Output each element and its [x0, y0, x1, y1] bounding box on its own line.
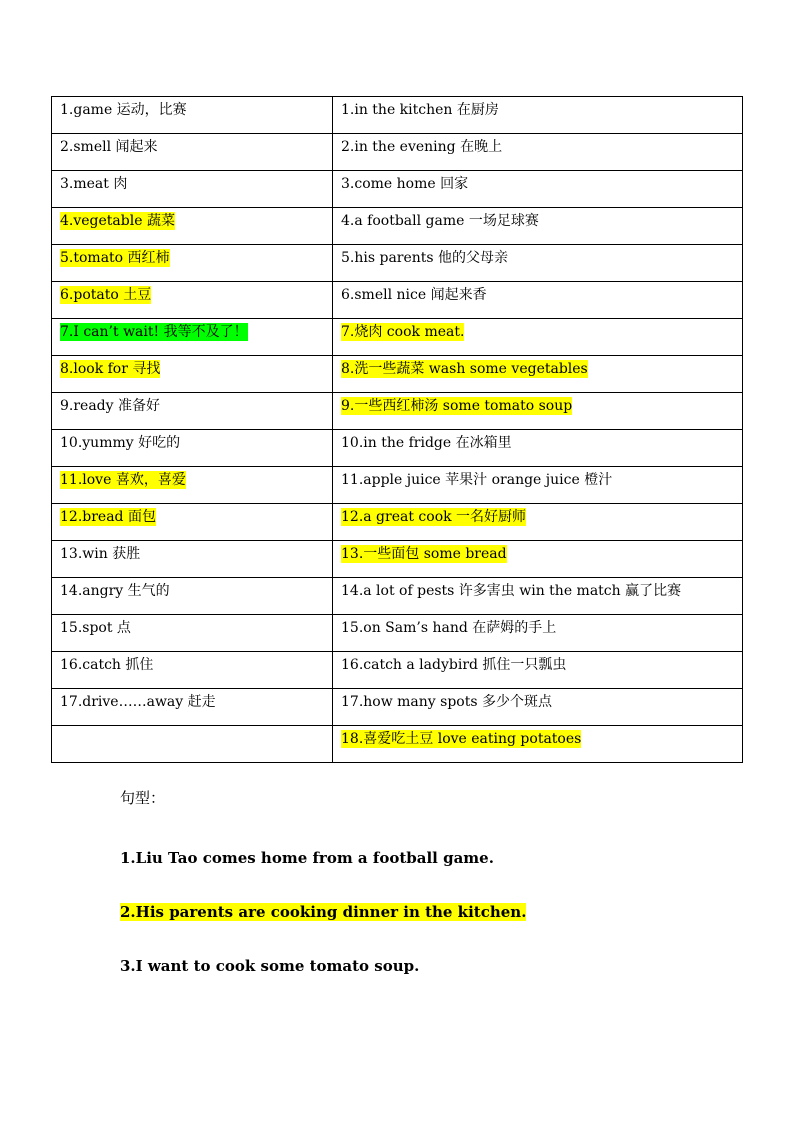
vocab-cell-text: 10.in the fridge 在冰箱里 — [341, 435, 512, 451]
vocab-cell-text: 10.yummy 好吃的 — [60, 435, 181, 451]
vocab-cell-left — [52, 726, 333, 763]
vocab-cell-left — [52, 319, 333, 356]
vocab-cell-right — [333, 430, 743, 467]
vocab-cell-text: 4.vegetable 蔬菜 — [60, 213, 175, 229]
vocab-row — [52, 689, 743, 726]
vocab-cell-text: 7.烧肉 cook meat. — [341, 324, 465, 340]
vocab-row — [52, 319, 743, 356]
vocab-cell-left — [52, 171, 333, 208]
vocab-cell-right — [333, 726, 743, 763]
sentence-pattern-text: 1.Liu Tao comes home from a football game. — [120, 849, 494, 867]
vocab-table-body — [52, 97, 743, 763]
vocab-cell-right — [333, 134, 743, 171]
vocab-cell-left — [52, 97, 333, 134]
vocab-row — [52, 541, 743, 578]
vocab-row — [52, 208, 743, 245]
vocab-cell-text: 3.come home 回家 — [341, 176, 469, 192]
vocab-row — [52, 171, 743, 208]
vocab-cell-right — [333, 504, 743, 541]
vocab-cell-left — [52, 578, 333, 615]
vocab-row — [52, 245, 743, 282]
vocab-cell-text: 8.洗一些蔬菜 wash some vegetables — [341, 361, 588, 377]
vocab-cell-right — [333, 615, 743, 652]
vocab-cell-right — [333, 652, 743, 689]
vocab-cell-left — [52, 282, 333, 319]
vocab-cell-right — [333, 171, 743, 208]
vocab-cell-right — [333, 393, 743, 430]
vocab-cell-text: 3.meat 肉 — [60, 176, 128, 192]
vocab-cell-left — [52, 245, 333, 282]
vocab-cell-left — [52, 652, 333, 689]
vocab-row — [52, 430, 743, 467]
vocab-cell-text: 5.tomato 西红柿 — [60, 250, 170, 266]
vocab-cell-text: 2.smell 闻起来 — [60, 139, 158, 155]
vocab-cell-text: 12.bread 面包 — [60, 509, 156, 525]
sentence-patterns-section — [120, 788, 740, 975]
vocab-cell-right — [333, 467, 743, 504]
vocab-row — [52, 393, 743, 430]
vocab-row — [52, 578, 743, 615]
vocab-cell-text: 13.win 获胜 — [60, 546, 141, 562]
vocab-row — [52, 134, 743, 171]
vocab-row — [52, 652, 743, 689]
vocab-row — [52, 282, 743, 319]
vocab-cell-text: 16.catch 抓住 — [60, 657, 154, 673]
vocab-cell-right — [333, 541, 743, 578]
vocab-cell-text: 14.a lot of pests 许多害虫 win the match 赢了比赛 — [341, 583, 682, 599]
vocab-row — [52, 467, 743, 504]
vocab-row — [52, 726, 743, 763]
vocab-cell-left — [52, 467, 333, 504]
vocab-cell-text: 15.on Sam’s hand 在萨姆的手上 — [341, 620, 557, 636]
vocab-cell-right — [333, 578, 743, 615]
vocab-cell-text: 9.ready 准备好 — [60, 398, 161, 414]
vocab-cell-text: 8.look for 寻找 — [60, 361, 161, 377]
vocab-cell-text: 11.apple juice 苹果汁 orange juice 橙汁 — [341, 472, 613, 488]
vocab-cell-text: 6.smell nice 闻起来香 — [341, 287, 487, 303]
vocab-cell-text: 12.a great cook 一名好厨师 — [341, 509, 527, 525]
vocab-cell-left — [52, 615, 333, 652]
vocab-cell-left — [52, 356, 333, 393]
vocab-cell-text: 17.how many spots 多少个斑点 — [341, 694, 552, 710]
vocab-cell-right — [333, 356, 743, 393]
vocab-cell-right — [333, 689, 743, 726]
vocab-cell-text: 14.angry 生气的 — [60, 583, 170, 599]
vocab-row — [52, 615, 743, 652]
vocab-cell-text: 9.一些西红柿汤 some tomato soup — [341, 398, 573, 414]
sentence-pattern — [120, 848, 494, 868]
vocab-cell-right — [333, 245, 743, 282]
vocab-cell-left — [52, 393, 333, 430]
vocab-cell-text: 1.game 运动，比赛 — [60, 102, 187, 118]
vocab-cell-right — [333, 208, 743, 245]
vocab-cell-text: 1.in the kitchen 在厨房 — [341, 102, 499, 118]
vocab-cell-text: 6.potato 土豆 — [60, 287, 152, 303]
vocab-cell-text: 11.love 喜欢，喜爱 — [60, 472, 186, 488]
vocab-cell-text: 16.catch a ladybird 抓住一只瓢虫 — [341, 657, 567, 673]
vocab-table — [51, 96, 743, 763]
vocab-cell-right — [333, 282, 743, 319]
vocab-cell-left — [52, 689, 333, 726]
vocab-cell-text: 15.spot 点 — [60, 620, 131, 636]
vocab-cell-left — [52, 208, 333, 245]
vocab-cell-right — [333, 97, 743, 134]
vocab-cell-text: 5.his parents 他的父母亲 — [341, 250, 509, 266]
vocab-cell-text: 13.一些面包 some bread — [341, 546, 507, 562]
vocab-cell-text: 7.I can’t wait! 我等不及了！ — [60, 324, 248, 340]
vocab-cell-text: 2.in the evening 在晚上 — [341, 139, 503, 155]
sentence-pattern-text: 2.His parents are cooking dinner in the kitchen. — [120, 903, 527, 921]
sentence-pattern — [120, 902, 526, 922]
vocab-cell-left — [52, 541, 333, 578]
vocab-cell-left — [52, 504, 333, 541]
vocab-cell-left — [52, 134, 333, 171]
sentence-pattern — [120, 956, 419, 976]
sentence-pattern-text: 3.I want to cook some tomato soup. — [120, 957, 420, 975]
vocab-cell-text: 18.喜爱吃土豆 love eating potatoes — [341, 731, 582, 747]
vocab-cell-left — [52, 430, 333, 467]
sentence-patterns-heading: 句型： — [120, 789, 166, 807]
vocab-cell-text: 4.a football game 一场足球赛 — [341, 213, 539, 229]
vocab-row — [52, 504, 743, 541]
vocab-row — [52, 97, 743, 134]
vocab-cell-text: 17.drive……away 赶走 — [60, 694, 216, 710]
vocab-row — [52, 356, 743, 393]
vocab-cell-right — [333, 319, 743, 356]
